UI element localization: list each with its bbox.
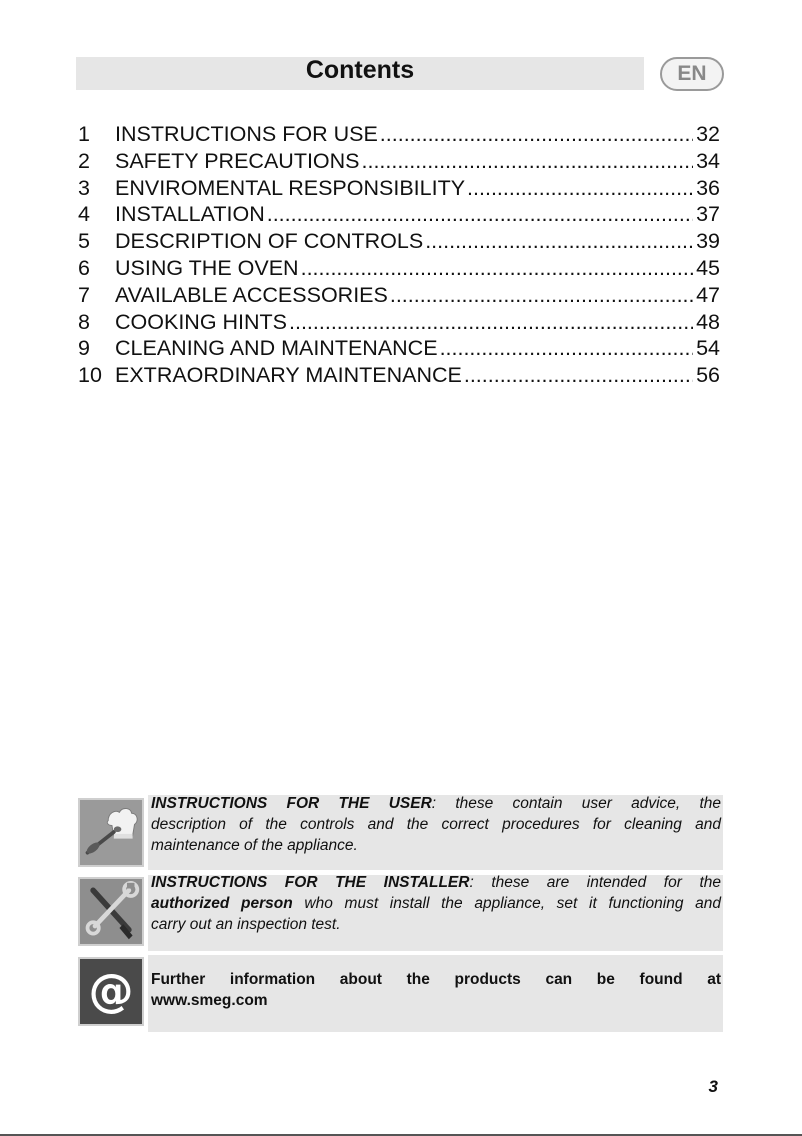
user-note-line3: maintenance of the appliance. [151, 837, 358, 854]
toc-entry[interactable] [78, 148, 720, 175]
toc-entry-number: 8 [78, 309, 90, 334]
toc-entry-number: 1 [78, 122, 90, 146]
installer-note-text [151, 872, 721, 935]
toc-entry[interactable] [78, 309, 720, 336]
toc-entry-title: INSTRUCTIONS FOR USE [115, 122, 378, 146]
toc-entry-number: 4 [78, 202, 90, 227]
toc-entry[interactable] [78, 282, 720, 309]
toc-entry-page: 32 [696, 122, 720, 146]
toc-dot-leader [440, 335, 694, 362]
toc-entry[interactable] [78, 121, 720, 148]
at-sign-icon [78, 957, 144, 1026]
user-note-line1: : these contain user advice, the [431, 795, 721, 812]
toc-entry-title: DESCRIPTION OF CONTROLS [115, 229, 424, 254]
user-note-heading: INSTRUCTIONS FOR THE USER [151, 795, 432, 812]
toc-entry-title: ENVIROMENTAL RESPONSIBILITY [115, 175, 466, 200]
toc-entry[interactable] [78, 255, 720, 282]
toc-entry-page: 54 [696, 336, 720, 361]
toc-entry-page: 47 [696, 282, 720, 307]
web-info-note [78, 955, 723, 1032]
toc-entry-title: USING THE OVEN [115, 255, 299, 280]
wrench-screwdriver-icon [78, 877, 144, 946]
page-number: 3 [708, 1077, 718, 1096]
toc-dot-leader [301, 255, 693, 282]
toc-entry-page: 45 [696, 255, 720, 280]
toc-entry-title: EXTRAORDINARY MAINTENANCE [115, 363, 462, 388]
installer-note-line1: : these are intended for the [469, 874, 721, 891]
language-badge: EN [660, 57, 724, 91]
toc-dot-leader [380, 121, 693, 148]
toc-entry[interactable] [78, 335, 720, 362]
toc-entry-title: AVAILABLE ACCESSORIES [115, 282, 388, 307]
toc-entry[interactable] [78, 201, 720, 228]
toc-dot-leader [425, 228, 693, 255]
toc-entry-number: 6 [78, 255, 90, 280]
chef-spoon-icon [78, 798, 144, 867]
web-note-text [151, 969, 721, 1011]
toc-dot-leader [362, 148, 694, 175]
toc-entry-title: COOKING HINTS [115, 309, 288, 334]
toc-entry-title: SAFETY PRECAUTIONS [115, 148, 360, 173]
toc-dot-leader [390, 282, 693, 309]
toc-dot-leader [464, 362, 693, 389]
toc-entry-number: 2 [78, 148, 90, 173]
toc-entry-page: 39 [696, 229, 720, 254]
toc-entry-number: 9 [78, 336, 90, 361]
toc-entry[interactable] [78, 175, 720, 202]
svg-text:@: @ [88, 964, 134, 1018]
user-instructions-note [78, 795, 723, 870]
toc-dot-leader [467, 175, 693, 202]
web-note-link[interactable]: www.smeg.com [151, 992, 268, 1009]
web-note-line1: Further information about the products can be found at [151, 971, 721, 988]
table-of-contents [78, 121, 720, 389]
toc-entry-number: 10 [78, 363, 102, 388]
installer-note-line2: who must install the appliance, set it functioning and [292, 895, 721, 912]
toc-entry[interactable] [78, 362, 720, 389]
installer-note-heading: INSTRUCTIONS FOR THE INSTALLER [151, 874, 470, 891]
toc-entry-title: INSTALLATION [115, 202, 265, 227]
toc-entry-page: 56 [696, 363, 720, 388]
user-note-line2: description of the controls and the correct procedures for cleaning and [151, 816, 721, 833]
toc-entry-number: 5 [78, 229, 90, 254]
toc-entry-title: CLEANING AND MAINTENANCE [115, 336, 438, 361]
toc-entry-number: 7 [78, 282, 90, 307]
installer-note-emphasis: authorized person [151, 895, 293, 912]
user-note-text [151, 793, 721, 856]
installer-instructions-note [78, 875, 723, 951]
toc-entry-number: 3 [78, 175, 90, 200]
toc-entry-page: 34 [696, 148, 720, 173]
toc-dot-leader [267, 201, 693, 228]
toc-dot-leader [289, 309, 693, 336]
toc-entry[interactable] [78, 228, 720, 255]
toc-entry-page: 48 [696, 309, 720, 334]
page-title: Contents [305, 56, 415, 84]
toc-entry-page: 37 [696, 202, 720, 227]
toc-entry-page: 36 [696, 175, 720, 200]
installer-note-line3: carry out an inspection test. [151, 916, 341, 933]
